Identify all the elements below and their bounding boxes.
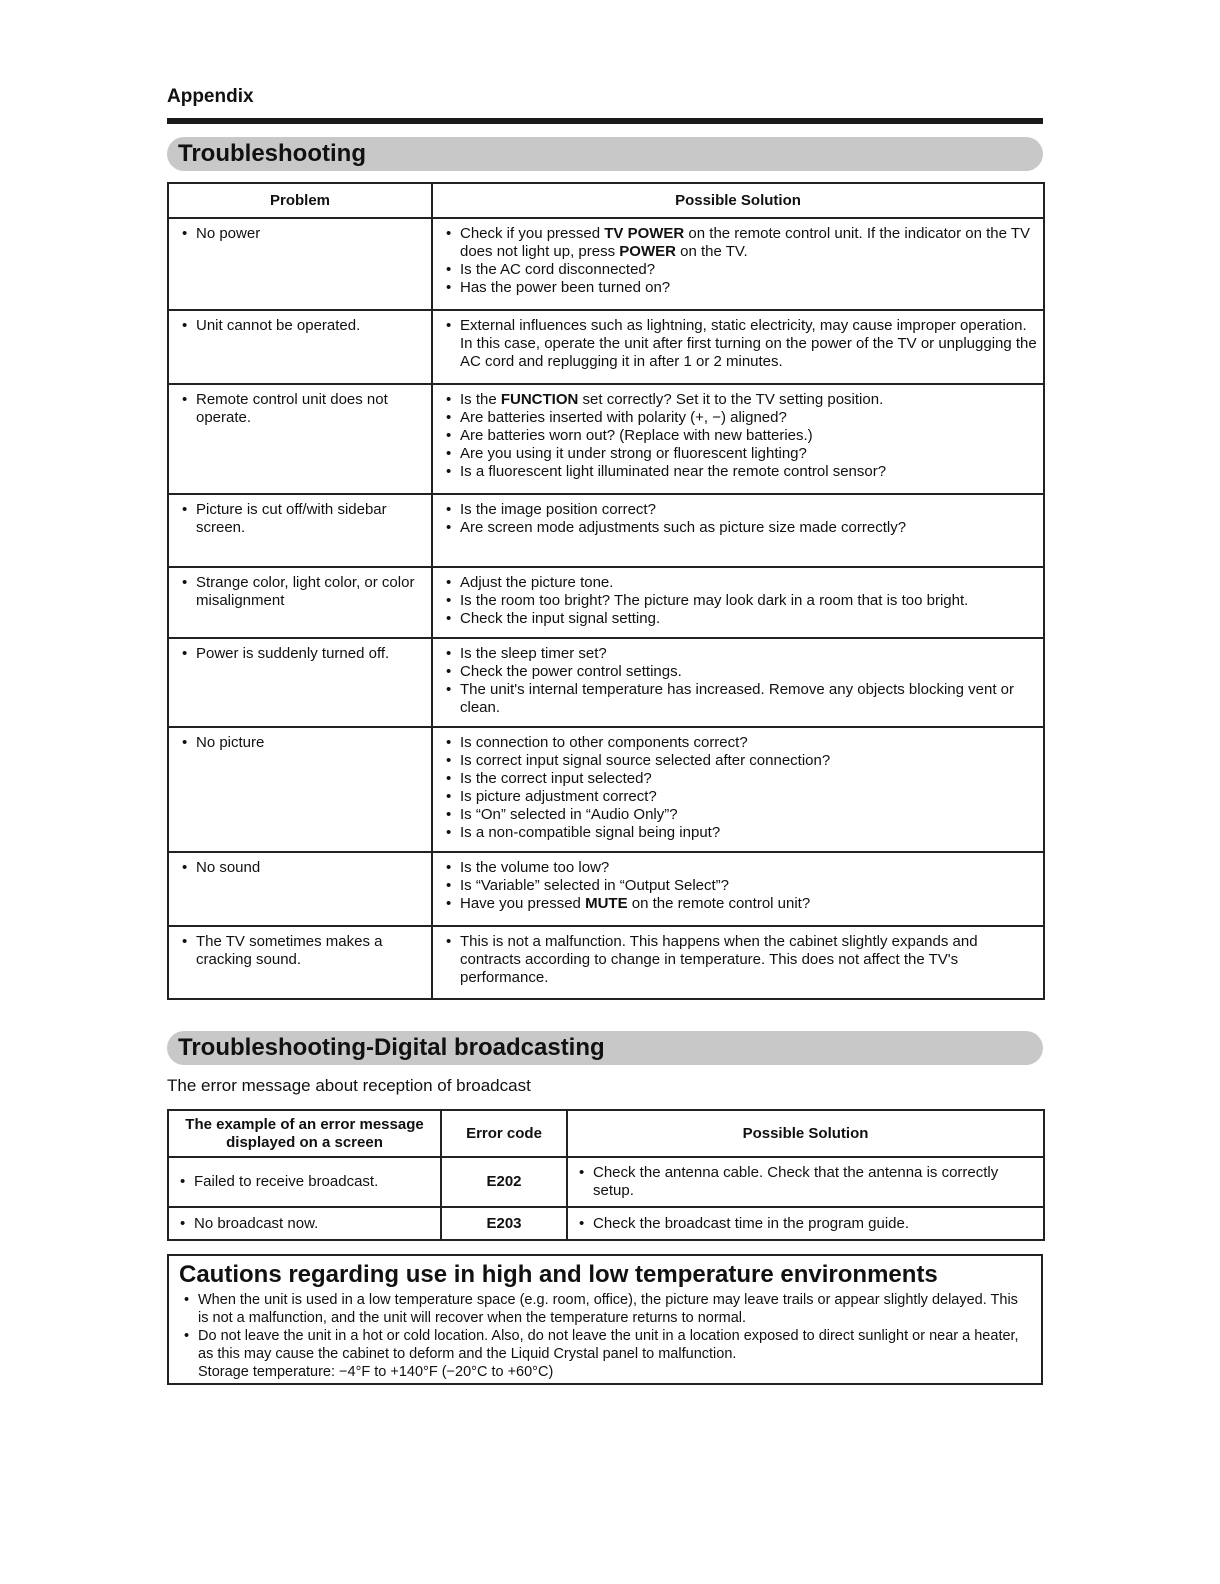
solution-item (441, 681, 1041, 717)
button-name: FUNCTION (500, 391, 579, 408)
solution-item (441, 427, 1041, 445)
troubleshooting-table (167, 182, 1045, 1000)
solution-text: Has the power been turned on? (460, 279, 671, 296)
solution-item (441, 279, 1041, 297)
storage-temperature: Storage temperature: −4°F to +140°F (−20°C to +60°C) (198, 1364, 554, 1380)
solution-item (441, 463, 1041, 481)
solution-text: on the remote control unit. If the indicator on the TV does not light up, press (460, 225, 1031, 260)
solution-text: Are batteries worn out? (Replace with new batteries.) (460, 427, 813, 444)
solution-item (441, 610, 1041, 628)
header-rule (167, 118, 1043, 124)
troubleshooting-row (168, 567, 1044, 638)
solution-cell (432, 638, 1044, 727)
solution-text: Check the input signal setting. (460, 610, 661, 627)
solution-text: on the TV. (675, 243, 748, 260)
solution-text: Is the AC cord disconnected? (460, 261, 656, 278)
problem-text: • No sound (177, 859, 427, 877)
solution-item (441, 519, 1041, 537)
problem-cell (168, 218, 432, 310)
solution-item (441, 592, 1041, 610)
problem-cell (168, 384, 432, 494)
solution-cell (432, 494, 1044, 567)
solution-text: Are you using it under strong or fluorescent lighting? (460, 445, 807, 462)
error-code-header: Error code (441, 1110, 567, 1157)
solution-text: Is correct input signal source selected after connection? (460, 752, 831, 769)
caution-text: Do not leave the unit in a hot or cold location. Also, do not leave the unit in a location exposed to direct sunlight or near a heater, as this may cause the cabinet to deform and the Liquid Crystal panel to malfunction. (198, 1328, 1019, 1362)
solution-text: Is the (460, 391, 501, 408)
solution-header: Possible Solution (432, 183, 1044, 218)
solution-cell (432, 926, 1044, 999)
solution-item (441, 895, 1041, 913)
error-code: E203 (441, 1207, 567, 1240)
problem-cell (168, 494, 432, 567)
solution-item (441, 261, 1041, 279)
solution-text: Have you pressed (460, 895, 586, 912)
troubleshooting-row (168, 727, 1044, 852)
error-message: • No broadcast now. (175, 1215, 436, 1233)
solution-text: Is a non-compatible signal being input? (460, 824, 721, 841)
solution-item (441, 770, 1041, 788)
solution-text: Is “Variable” selected in “Output Select”? (460, 877, 730, 894)
solution-item (441, 877, 1041, 895)
solution-item (441, 645, 1041, 663)
solution-text: The unit's internal temperature has increased. Remove any objects blocking vent or clean. (460, 681, 1014, 716)
problem-cell (168, 567, 432, 638)
troubleshooting-row (168, 218, 1044, 310)
solution-text: Is “On” selected in “Audio Only”? (460, 806, 678, 823)
problem-cell (168, 638, 432, 727)
solution-item (441, 788, 1041, 806)
problem-text: • No power (177, 225, 427, 243)
caution-item (179, 1327, 1031, 1381)
problem-text: • Strange color, light color, or color misalignment (177, 574, 427, 610)
solution-item (441, 752, 1041, 770)
problem-cell (168, 310, 432, 384)
solution-cell (432, 218, 1044, 310)
solution-item (441, 859, 1041, 877)
solution-item (441, 933, 1041, 987)
problem-cell (168, 926, 432, 999)
solution-cell (432, 384, 1044, 494)
problem-text: • The TV sometimes makes a cracking sound. (177, 933, 427, 969)
error-solution: • Check the antenna cable. Check that the antenna is correctly setup. (574, 1164, 1039, 1200)
solution-text: External influences such as lightning, static electricity, may cause improper operation. In this case, operate the unit after first turning on the power of the TV or unplugging the AC cord and replugging it in after 1 or 2 minutes. (460, 317, 1037, 370)
caution-item: • When the unit is used in a low temperature space (e.g. room, office), the picture may leave trails or appear slightly delayed. This is not a malfunction, and the unit will recover when the temperature returns to normal. (179, 1291, 1031, 1327)
solution-cell (432, 852, 1044, 926)
solution-text: Is the volume too low? (460, 859, 610, 876)
solution-item (441, 574, 1041, 592)
problem-text: • No picture (177, 734, 427, 752)
error-code: E202 (441, 1157, 567, 1207)
solution-text: Is the image position correct? (460, 501, 656, 518)
solution-cell (432, 567, 1044, 638)
troubleshooting-row (168, 926, 1044, 999)
problem-cell (168, 727, 432, 852)
digital-intro: The error message about reception of broadcast (167, 1076, 531, 1095)
problem-text: • Remote control unit does not operate. (177, 391, 427, 427)
solution-text: Is a fluorescent light illuminated near the remote control sensor? (460, 463, 887, 480)
button-name: TV POWER (604, 225, 685, 242)
solution-item (441, 225, 1041, 261)
solution-text: Is connection to other components correct? (460, 734, 748, 751)
troubleshooting-title: Troubleshooting (167, 137, 1043, 171)
button-name: POWER (619, 243, 676, 260)
solution-text: on the remote control unit? (627, 895, 811, 912)
button-name: MUTE (585, 895, 628, 912)
solution-item (441, 806, 1041, 824)
solution-cell (432, 310, 1044, 384)
solution-item (441, 824, 1041, 842)
error-message: • Failed to receive broadcast. (175, 1173, 436, 1191)
solution-text: Check the power control settings. (460, 663, 682, 680)
troubleshooting-row (168, 384, 1044, 494)
troubleshooting-row (168, 310, 1044, 384)
solution-text: This is not a malfunction. This happens when the cabinet slightly expands and contracts according to change in temperature. This does not affect the TV's performance. (460, 933, 978, 986)
cautions-box (167, 1254, 1043, 1385)
problem-cell (168, 852, 432, 926)
solution-item (441, 409, 1041, 427)
problem-text: • Unit cannot be operated. (177, 317, 427, 335)
solution-text: Is the room too bright? The picture may look dark in a room that is too bright. (460, 592, 969, 609)
troubleshooting-row (168, 638, 1044, 727)
error-message-header: The example of an error message displayed on a screen (168, 1110, 441, 1157)
error-row (168, 1207, 1044, 1240)
error-table (167, 1109, 1045, 1241)
problem-header: Problem (168, 183, 432, 218)
solution-text: Are screen mode adjustments such as picture size made correctly? (460, 519, 907, 536)
solution-text: Is the correct input selected? (460, 770, 652, 787)
solution-text: Are batteries inserted with polarity (+, −) aligned? (460, 409, 787, 426)
troubleshooting-row (168, 494, 1044, 567)
solution-text: Is the sleep timer set? (460, 645, 607, 662)
solution-item (441, 734, 1041, 752)
problem-text: • Picture is cut off/with sidebar screen. (177, 501, 427, 537)
solution-item (441, 317, 1041, 371)
solution-text: set correctly? Set it to the TV setting position. (578, 391, 884, 408)
solution-item (441, 663, 1041, 681)
solution-cell (432, 727, 1044, 852)
solution-text: Check if you pressed (460, 225, 605, 242)
error-solution-header: Possible Solution (567, 1110, 1044, 1157)
solution-text: Adjust the picture tone. (460, 574, 614, 591)
troubleshooting-row (168, 852, 1044, 926)
problem-text: • Power is suddenly turned off. (177, 645, 427, 663)
solution-text: Is picture adjustment correct? (460, 788, 657, 805)
cautions-title: Cautions regarding use in high and low temperature environments (179, 1261, 938, 1288)
section-label: Appendix (167, 86, 254, 107)
solution-item (441, 501, 1041, 519)
solution-item (441, 391, 1041, 409)
error-row (168, 1157, 1044, 1207)
solution-item (441, 445, 1041, 463)
error-solution: • Check the broadcast time in the program guide. (574, 1215, 1039, 1233)
digital-broadcasting-title: Troubleshooting-Digital broadcasting (167, 1031, 1043, 1065)
